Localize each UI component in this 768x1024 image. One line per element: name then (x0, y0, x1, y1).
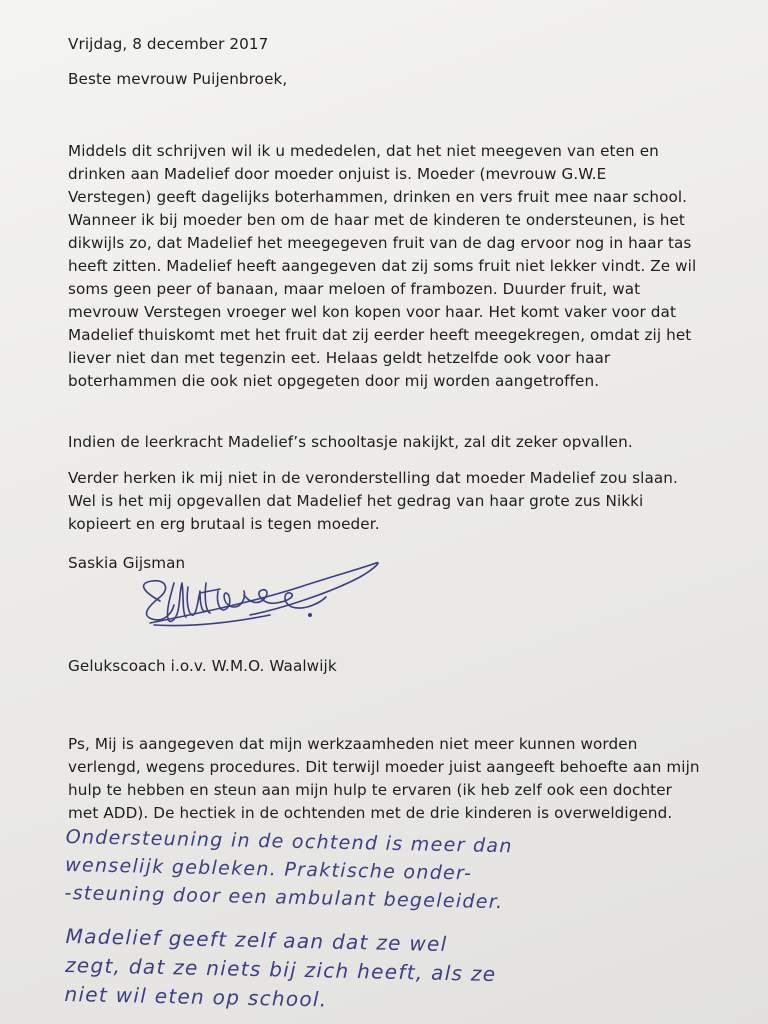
paragraph-line: Verder herken ik mij niet in de veronderstelling dat moeder Madelief zou slaan. (68, 469, 678, 487)
handwritten-line: Madelief geeft zelf aan dat ze wel (65, 923, 448, 956)
paragraph-line: kopieert en erg brutaal is tegen moeder. (68, 515, 380, 533)
handwritten-note-support (64, 823, 746, 921)
paragraph-line: mevrouw Verstegen vroeger wel kon kopen voor haar. Het komt vaker voor dat (68, 303, 676, 321)
postscript-line: hulp te hebben en steun aan mijn hulp te ervaren (ik heb zelf ook een dochter (68, 781, 673, 799)
paragraph-line: Wel is het mij opgevallen dat Madelief het gedrag van haar grote zus Nikki (68, 492, 644, 510)
paragraph-line: dikwijls zo, dat Madelief het meegegeven fruit van de dag ervoor nog in haar tas (68, 234, 692, 252)
paragraph-line: Middels dit schrijven wil ik u mededelen, dat het niet meegeven van eten en (68, 142, 659, 160)
paragraph-line: drinken aan Madelief door moeder onjuist is. Moeder (mevrouw G.W.E (68, 165, 607, 183)
handwritten-line: -steuning door een ambulant begeleider. (64, 881, 504, 914)
postscript-line: met ADD). De hectiek in de ochtenden met de drie kinderen is overweldigend. (68, 804, 673, 822)
letter-salutation: Beste mevrouw Puijenbroek, (68, 70, 288, 88)
signer-title: Gelukscoach i.o.v. W.M.O. Waalwijk (68, 657, 337, 675)
paragraph-schoolbag: Indien de leerkracht Madelief’s schooltasje nakijkt, zal dit zeker opvallen. (68, 433, 633, 451)
handwritten-line: zegt, dat ze niets bij zich heeft, als ze (64, 952, 497, 987)
paragraph-line: Madelief thuiskomt met het fruit dat zij eerder heeft meegekregen, omdat zij het (68, 326, 692, 344)
handwritten-line: Ondersteuning in de ochtend is meer dan (65, 825, 513, 858)
postscript-line: verlengd, wegens procedures. Dit terwijl moeder juist aangeeft behoefte aan mijn (68, 758, 700, 776)
postscript (68, 733, 718, 825)
paragraph-line: heeft zitten. Madelief heeft aangegeven dat zij soms fruit niet lekker vindt. Ze wil (68, 257, 697, 275)
paragraph-main (68, 140, 718, 393)
handwritten-signature (130, 553, 390, 643)
letter-date: Vrijdag, 8 december 2017 (68, 35, 269, 53)
postscript-line: Ps, Mij is aangegeven dat mijn werkzaamheden niet meer kunnen worden (68, 735, 638, 753)
paragraph-line: Wanneer ik bij moeder ben om de haar met de kinderen te ondersteunen, is het (68, 211, 685, 229)
paragraph-line: boterhammen die ook niet opgegeten door mij worden aangetroffen. (68, 372, 600, 390)
paragraph-line: soms geen peer of banaan, maar meloen of frambozen. Duurder fruit, wat (68, 280, 641, 298)
signer-name: Saskia Gijsman (68, 554, 186, 572)
handwritten-line: niet wil eten op school. (64, 981, 328, 1012)
paragraph-behaviour (68, 467, 718, 536)
handwritten-note-madelief (64, 922, 746, 1023)
handwritten-line: wenselijk gebleken. Praktische onder- (64, 853, 473, 885)
paragraph-line: liever niet dan met tegenzin eet. Helaas geldt hetzelfde ook voor haar (68, 349, 611, 367)
paragraph-line: Verstegen) geeft dagelijks boterhammen, drinken en vers fruit mee naar school. (68, 188, 688, 206)
